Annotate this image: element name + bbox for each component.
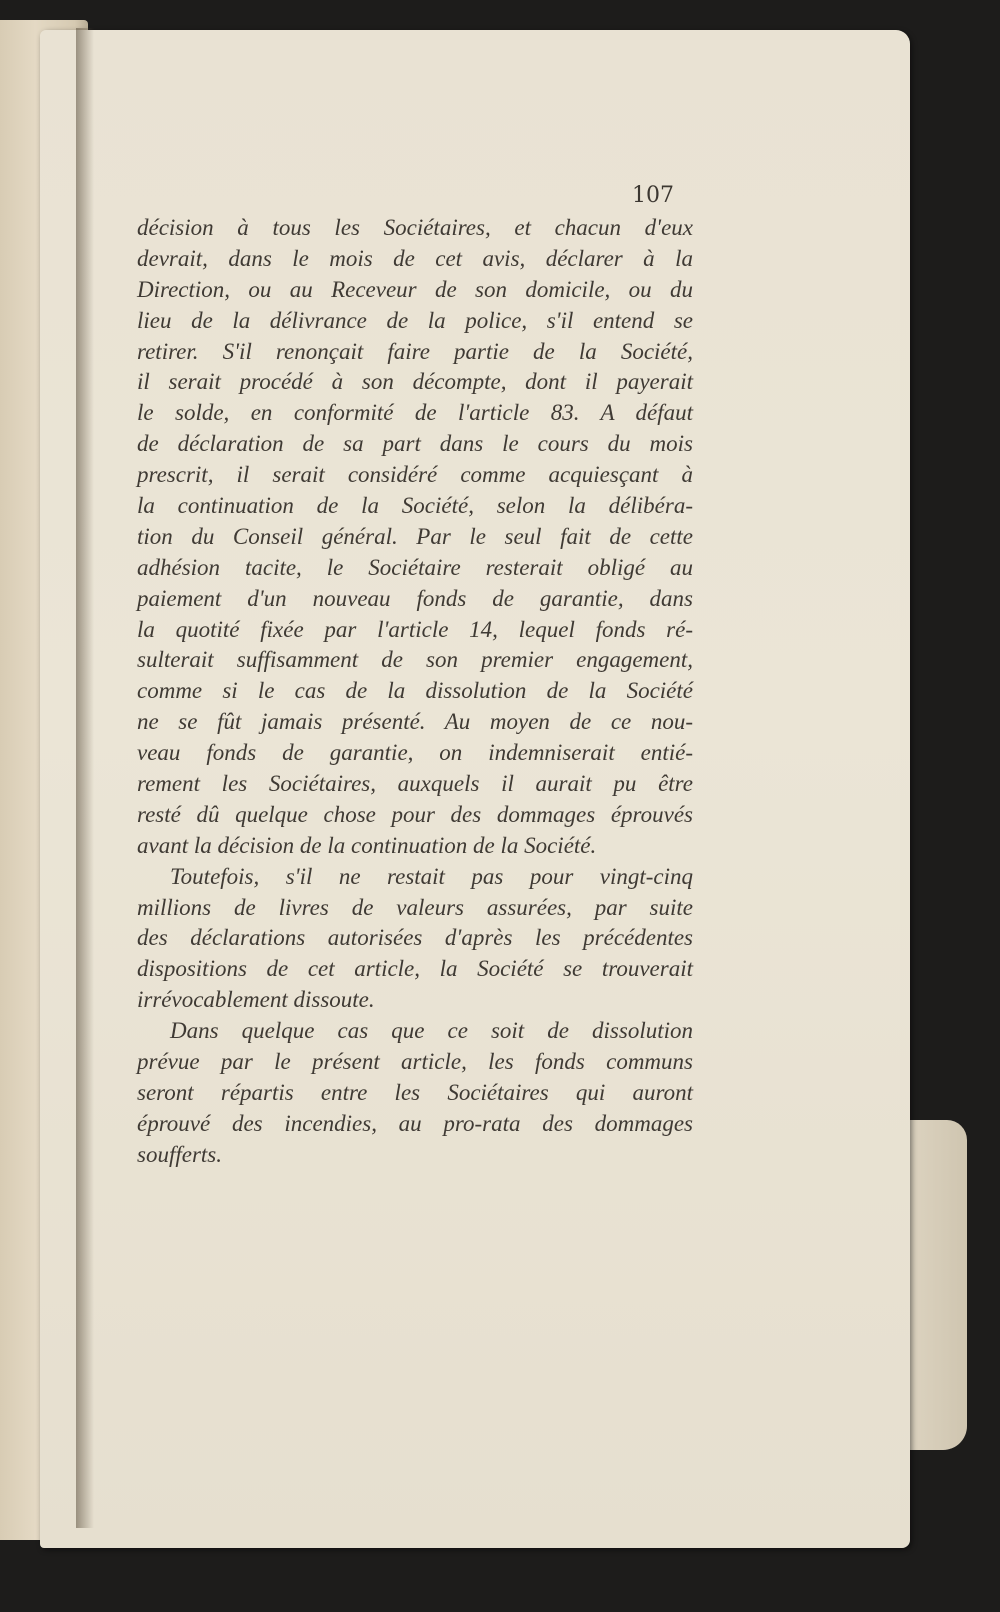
text-line: des déclarations autorisées d'après les précédentes (137, 925, 693, 951)
page-number: 107 (632, 183, 674, 208)
text-line: paiement d'un nouveau fonds de garantie, dans (137, 585, 693, 611)
text-line: avant la décision de la continuation de la Société. (137, 832, 597, 858)
gutter-shadow (76, 28, 94, 1528)
text-line: irrévocablement dissoute. (137, 987, 375, 1013)
text-line: décision à tous les Sociétaires, et chacun d'eux (137, 215, 693, 240)
text-line: adhésion tacite, le Sociétaire resterait obligé au (137, 554, 693, 580)
text-line: ne se fût jamais présenté. Au moyen de ce nou- (137, 709, 693, 735)
text-line: Dans quelque cas que ce soit de dissolution (170, 1018, 693, 1044)
text-line: sulterait suffisamment de son premier engagement, (137, 647, 693, 673)
text-line: soufferts. (137, 1141, 222, 1167)
text-line: rement les Sociétaires, auxquels il aurait pu être (137, 771, 693, 797)
text-line: la continuation de la Société, selon la délibéra- (137, 493, 693, 519)
text-line: dispositions de cet article, la Société se trouverait (137, 956, 693, 982)
text-line: veau fonds de garantie, on indemniserait entié- (137, 740, 693, 766)
text-line: Direction, ou au Receveur de son domicile, ou du (137, 276, 693, 302)
torn-page-edge (905, 1120, 967, 1450)
text-line: Toutefois, s'il ne restait pas pour vingt-cinq (170, 863, 693, 889)
text-line: devrait, dans le mois de cet avis, déclarer à la (137, 245, 693, 271)
body-text (137, 213, 693, 1171)
text-line: la quotité fixée par l'article 14, lequel fonds ré- (137, 616, 693, 642)
paragraph-3 (137, 1016, 693, 1170)
text-line: tion du Conseil général. Par le seul fait de cette (137, 523, 693, 549)
text-line: comme si le cas de la dissolution de la Société (137, 678, 693, 704)
text-line: seront répartis entre les Sociétaires qui auront (137, 1079, 693, 1105)
paragraph-1 (137, 213, 693, 862)
text-line: de déclaration de sa part dans le cours du mois (137, 431, 693, 457)
text-line: le solde, en conformité de l'article 83. A défaut (137, 400, 693, 426)
text-line: prescrit, il serait considéré comme acquiesçant à (137, 462, 693, 488)
paragraph-2 (137, 862, 693, 1016)
text-line: resté dû quelque chose pour des dommages éprouvés (137, 801, 693, 827)
text-line: prévue par le présent article, les fonds communs (137, 1049, 693, 1075)
text-line: il serait procédé à son décompte, dont il payerait (137, 369, 693, 395)
text-line: retirer. S'il renonçait faire partie de la Société, (137, 338, 693, 364)
text-line: millions de livres de valeurs assurées, par suite (137, 894, 693, 920)
text-line: lieu de la délivrance de la police, s'il entend se (137, 307, 693, 333)
text-line: éprouvé des incendies, au pro-rata des dommages (137, 1110, 693, 1136)
